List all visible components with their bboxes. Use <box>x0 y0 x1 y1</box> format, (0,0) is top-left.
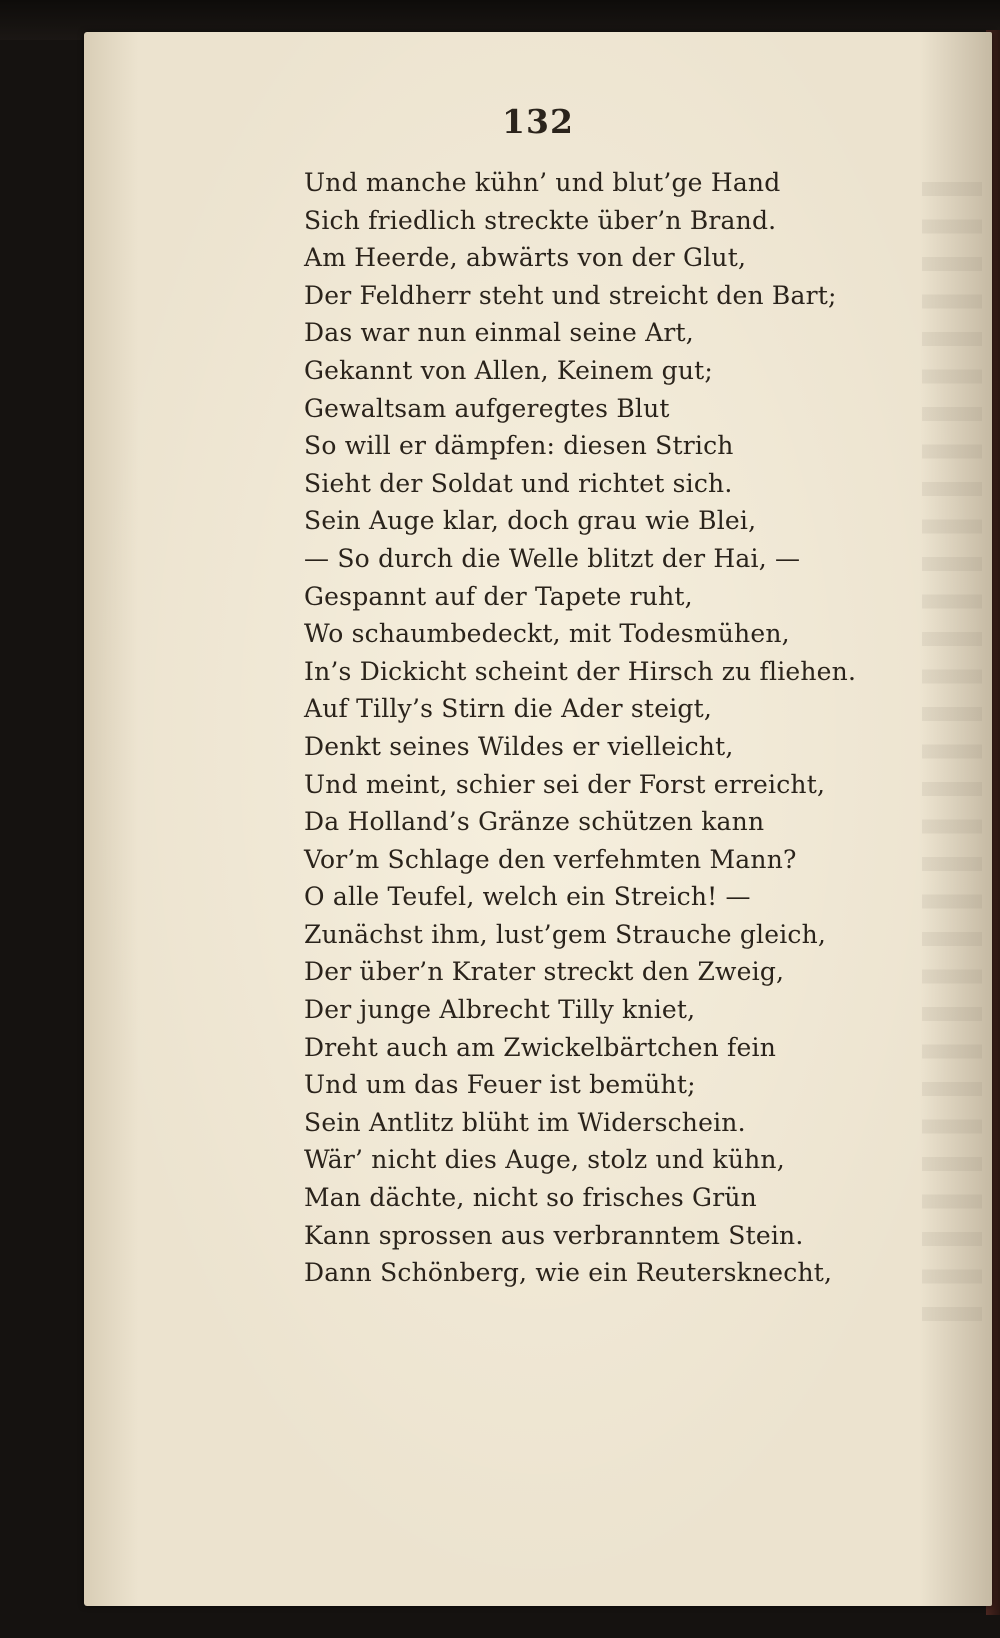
verse-line-28: Man dächte, nicht so frisches Grün <box>304 1183 757 1213</box>
verse-line-22: Der über’n Krater streckt den Zweig, <box>304 957 785 987</box>
verse-line-7: Gewaltsam aufgeregtes Blut <box>304 393 670 423</box>
verse-line-6: Gekannt von Allen, Keinem gut; <box>304 355 713 385</box>
verse-line-12: Gespannt auf der Tapete ruht, <box>304 581 693 611</box>
verse-line-24: Dreht auch am Zwickelbärtchen fein <box>304 1032 776 1062</box>
book-page <box>84 32 992 1606</box>
verse-line-11: — So durch die Welle blitzt der Hai, — <box>304 543 801 573</box>
verse-line-3: Am Heerde, abwärts von der Glut, <box>304 243 747 273</box>
verse-line-16: Denkt seines Wildes er vielleicht, <box>304 731 734 761</box>
poem-text <box>304 164 944 1292</box>
verse-line-30: Dann Schönberg, wie ein Reutersknecht, <box>304 1258 833 1288</box>
verse-line-8: So will er dämpfen: diesen Strich <box>304 431 734 461</box>
verse-line-13: Wo schaumbedeckt, mit Todesmühen, <box>304 619 790 649</box>
verse-line-18: Da Holland’s Gränze schützen kann <box>304 807 765 837</box>
verse-line-19: Vor’m Schlage den verfehmten Mann? <box>304 844 797 874</box>
verse-line-29: Kann sprossen aus verbranntem Stein. <box>304 1220 804 1250</box>
verse-line-25: Und um das Feuer ist bemüht; <box>304 1070 696 1100</box>
verse-line-2: Sich friedlich streckte über’n Brand. <box>304 205 777 235</box>
verse-line-23: Der junge Albrecht Tilly kniet, <box>304 995 696 1025</box>
verse-line-26: Sein Antlitz blüht im Widerschein. <box>304 1107 746 1137</box>
verse-line-9: Sieht der Soldat und richtet sich. <box>304 468 733 498</box>
verse-line-17: Und meint, schier sei der Forst erreicht, <box>304 769 826 799</box>
verse-line-21: Zunächst ihm, lust’gem Strauche gleich, <box>304 919 827 949</box>
verse-line-20: O alle Teufel, welch ein Streich! — <box>304 882 751 912</box>
verse-line-1: Und manche kühn’ und blut’ge Hand <box>304 168 781 197</box>
verse-line-15: Auf Tilly’s Stirn die Ader steigt, <box>304 694 712 724</box>
verse-line-14: In’s Dickicht scheint der Hirsch zu fliehen. <box>304 656 857 686</box>
verse-line-27: Wär’ nicht dies Auge, stolz und kühn, <box>304 1145 785 1175</box>
verse-line-10: Sein Auge klar, doch grau wie Blei, <box>304 506 757 536</box>
page-number: 132 <box>502 102 574 141</box>
verse-line-5: Das war nun einmal seine Art, <box>304 318 694 348</box>
verse-line-4: Der Feldherr steht und streicht den Bart; <box>304 280 837 310</box>
